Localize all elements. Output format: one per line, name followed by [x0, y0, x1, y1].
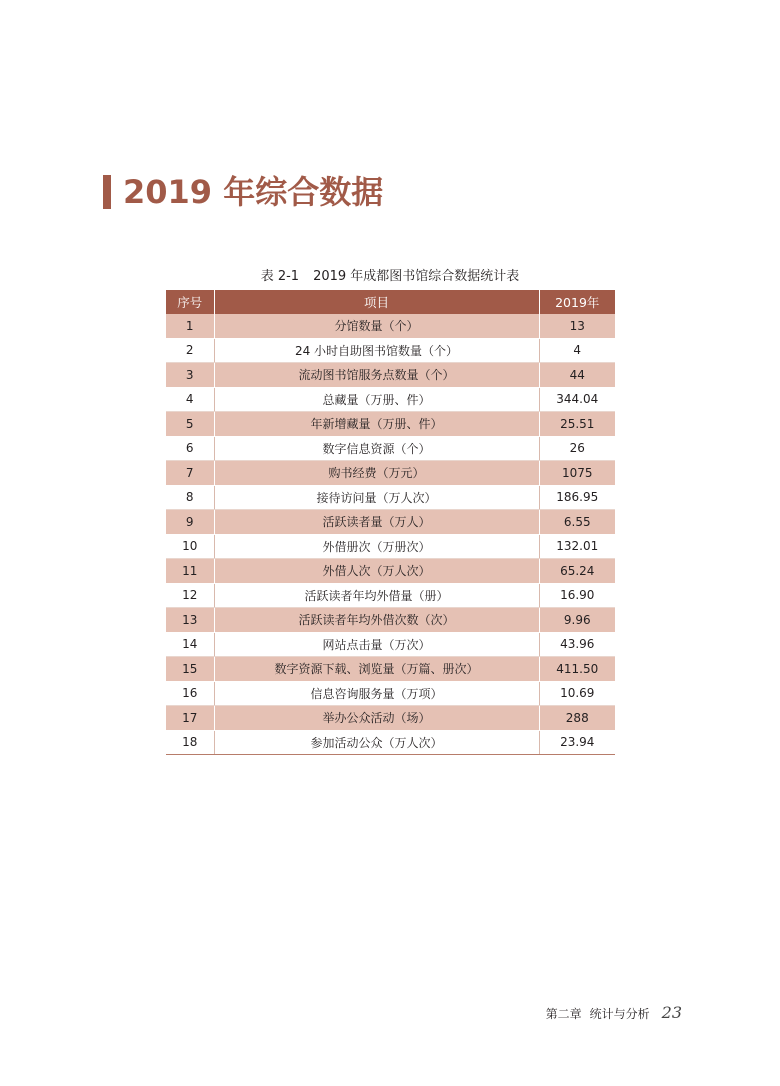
heading-accent-bar — [103, 175, 111, 209]
stats-table — [166, 290, 615, 755]
table-caption-number: 表 2-1 — [260, 269, 300, 284]
cell-item: 流动图书馆服务点数量（个） — [214, 363, 539, 388]
cell-value: 186.95 — [539, 485, 615, 510]
cell-number: 2 — [166, 338, 214, 363]
table-row — [166, 559, 615, 584]
cell-item: 数字资源下载、浏览量（万篇、册次） — [214, 657, 539, 682]
cell-item: 接待访问量（万人次） — [214, 485, 539, 510]
cell-number: 5 — [166, 412, 214, 437]
table-row — [166, 706, 615, 731]
cell-number: 1 — [166, 314, 214, 338]
table-row — [166, 657, 615, 682]
cell-item: 活跃读者年均外借次数（次） — [214, 608, 539, 633]
table-row — [166, 485, 615, 510]
cell-value: 132.01 — [539, 534, 615, 559]
cell-value: 1075 — [539, 461, 615, 486]
cell-number: 17 — [166, 706, 214, 731]
cell-item: 分馆数量（个） — [214, 314, 539, 338]
cell-value: 65.24 — [539, 559, 615, 584]
cell-number: 13 — [166, 608, 214, 633]
cell-number: 7 — [166, 461, 214, 486]
cell-item: 购书经费（万元） — [214, 461, 539, 486]
cell-value: 4 — [539, 338, 615, 363]
footer-chapter: 第二章 — [545, 1007, 582, 1021]
cell-number: 16 — [166, 681, 214, 706]
page-title: 2019 年综合数据 — [123, 173, 384, 211]
cell-value: 344.04 — [539, 387, 615, 412]
table-row — [166, 363, 615, 388]
cell-number: 15 — [166, 657, 214, 682]
cell-item: 年新增藏量（万册、件） — [214, 412, 539, 437]
cell-number: 14 — [166, 632, 214, 657]
table-row — [166, 387, 615, 412]
table-row — [166, 632, 615, 657]
cell-item: 参加活动公众（万人次） — [214, 730, 539, 755]
cell-number: 10 — [166, 534, 214, 559]
cell-item: 网站点击量（万次） — [214, 632, 539, 657]
cell-number: 6 — [166, 436, 214, 461]
cell-number: 18 — [166, 730, 214, 755]
cell-value: 13 — [539, 314, 615, 338]
table-row — [166, 436, 615, 461]
cell-value: 26 — [539, 436, 615, 461]
table-caption — [0, 265, 780, 284]
cell-value: 9.96 — [539, 608, 615, 633]
cell-item: 活跃读者年均外借量（册） — [214, 583, 539, 608]
cell-item: 外借册次（万册次） — [214, 534, 539, 559]
cell-number: 11 — [166, 559, 214, 584]
page-number: 23 — [661, 1003, 682, 1022]
cell-number: 12 — [166, 583, 214, 608]
table-row — [166, 461, 615, 486]
cell-item: 外借人次（万人次） — [214, 559, 539, 584]
cell-number: 4 — [166, 387, 214, 412]
cell-number: 3 — [166, 363, 214, 388]
cell-value: 16.90 — [539, 583, 615, 608]
page-footer — [546, 1003, 682, 1022]
cell-value: 43.96 — [539, 632, 615, 657]
table-row — [166, 510, 615, 535]
cell-item: 活跃读者量（万人） — [214, 510, 539, 535]
cell-value: 6.55 — [539, 510, 615, 535]
table-header-row — [166, 290, 615, 314]
table-row — [166, 681, 615, 706]
cell-value: 25.51 — [539, 412, 615, 437]
cell-item: 信息咨询服务量（万项） — [214, 681, 539, 706]
cell-item: 24 小时自助图书馆数量（个） — [214, 338, 539, 363]
cell-item: 举办公众活动（场） — [214, 706, 539, 731]
cell-number: 9 — [166, 510, 214, 535]
section-heading — [103, 172, 383, 212]
table-row — [166, 608, 615, 633]
cell-value: 411.50 — [539, 657, 615, 682]
table-row — [166, 730, 615, 755]
cell-item: 数字信息资源（个） — [214, 436, 539, 461]
table-caption-title: 2019 年成都图书馆综合数据统计表 — [313, 269, 520, 284]
cell-value: 288 — [539, 706, 615, 731]
footer-section: 统计与分析 — [589, 1007, 650, 1021]
column-header-item: 项目 — [214, 290, 539, 314]
cell-value: 44 — [539, 363, 615, 388]
cell-value: 10.69 — [539, 681, 615, 706]
column-header-number: 序号 — [166, 290, 214, 314]
table-row — [166, 583, 615, 608]
table-row — [166, 412, 615, 437]
cell-item: 总藏量（万册、件） — [214, 387, 539, 412]
cell-number: 8 — [166, 485, 214, 510]
column-header-value: 2019年 — [539, 290, 615, 314]
table-row — [166, 338, 615, 363]
cell-value: 23.94 — [539, 730, 615, 755]
table-row — [166, 534, 615, 559]
table-row — [166, 314, 615, 338]
